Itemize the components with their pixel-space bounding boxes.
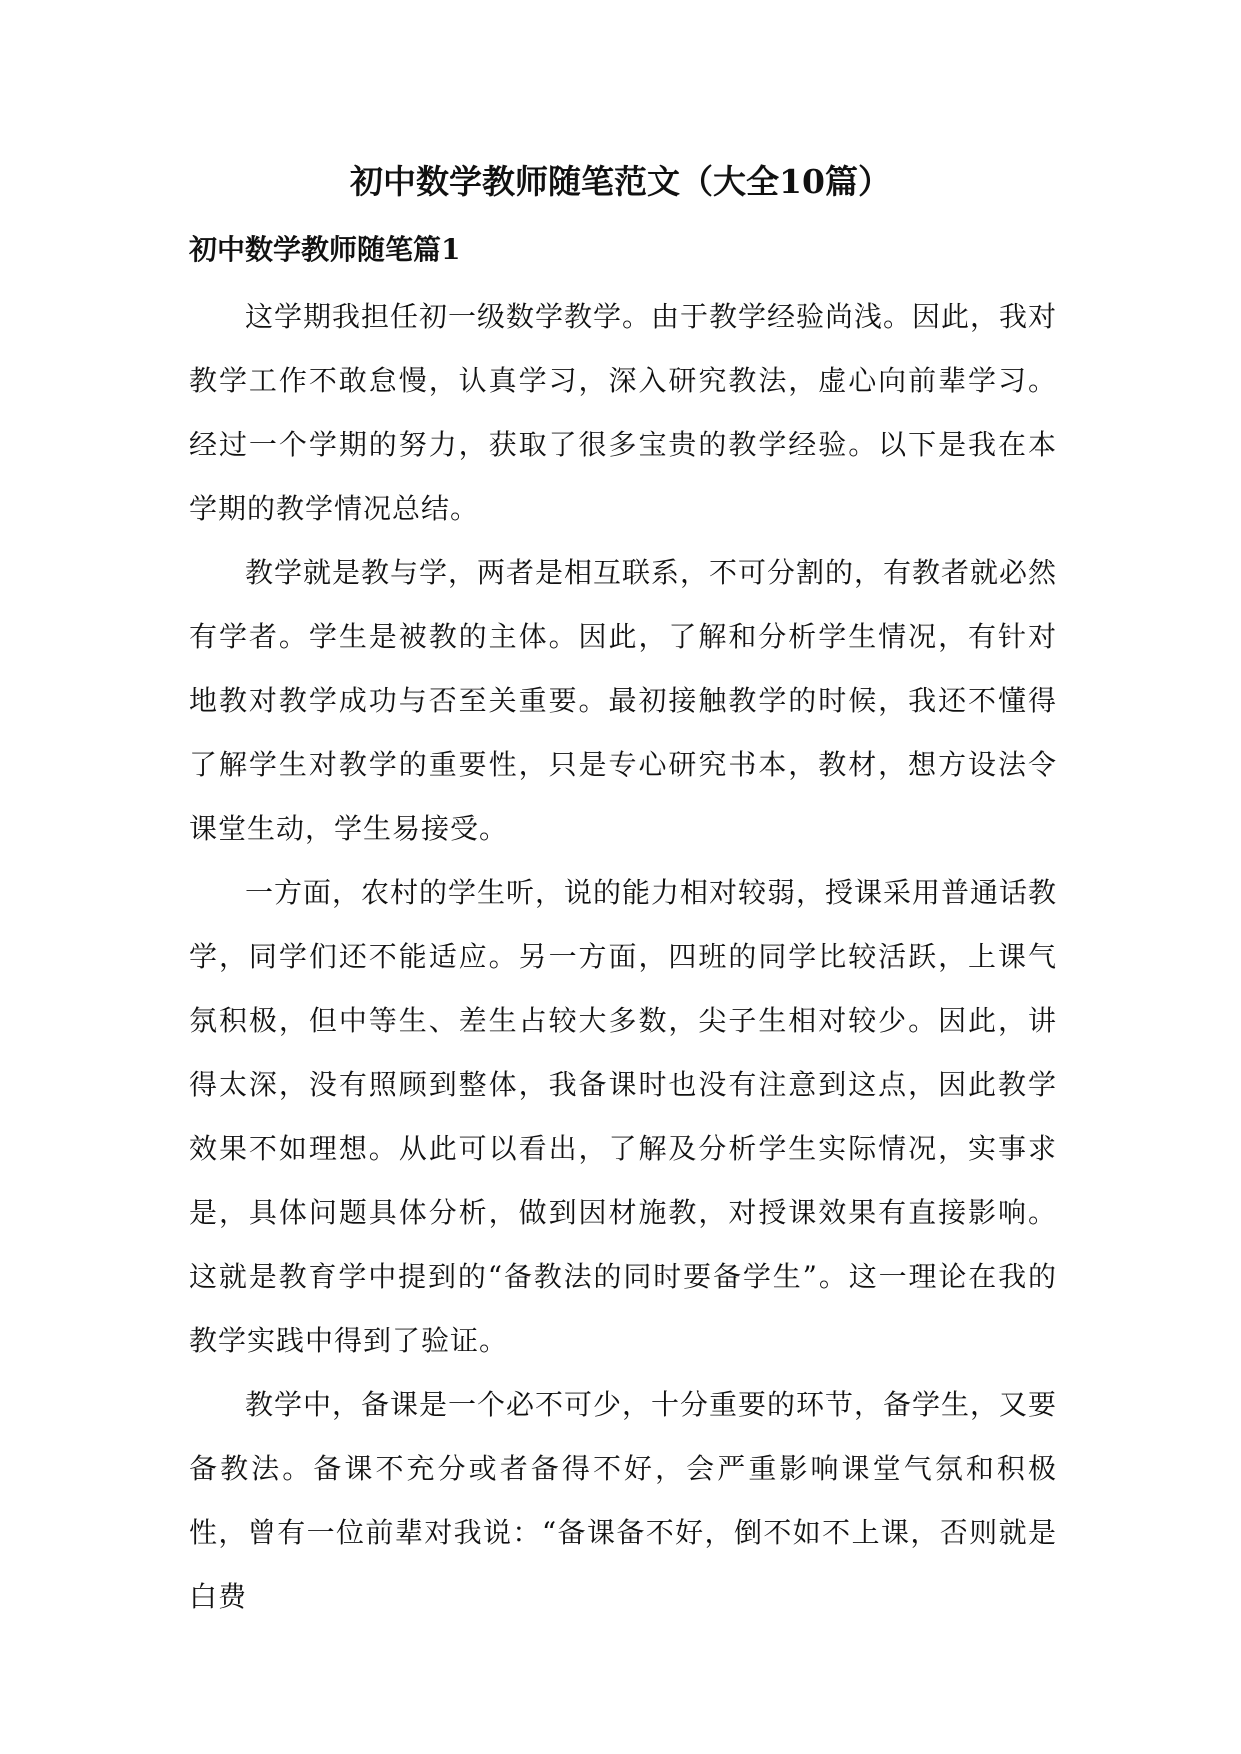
section-heading: 初中数学教师随笔篇1 xyxy=(189,233,461,266)
document-body xyxy=(189,285,1057,1629)
paragraph-2: 教学就是教与学，两者是相互联系，不可分割的，有教者就必然有学者。学生是被教的主体。因此，了解和分析学生情况，有针对地教对教学成功与否至关重要。最初接触教学的时候，我还不懂得了解学生对教学的重要性，只是专心研究书本，教材，想方设法令课堂生动，学生易接受。 xyxy=(189,556,1058,845)
paragraph-1: 这学期我担任初一级数学教学。由于教学经验尚浅。因此，我对教学工作不敢怠慢，认真学习，深入研究教法，虚心向前辈学习。经过一个学期的努力，获取了很多宝贵的教学经验。以下是我在本学期的教学情况总结。 xyxy=(189,300,1058,525)
paragraph-4: 教学中，备课是一个必不可少，十分重要的环节，备学生，又要备教法。备课不充分或者备得不好，会严重影响课堂气氛和积极性，曾有一位前辈对我说：“备课备不好，倒不如不上课，否则就是白费 xyxy=(189,1388,1058,1613)
paragraph-3: 一方面，农村的学生听，说的能力相对较弱，授课采用普通话教学，同学们还不能适应。另一方面，四班的同学比较活跃，上课气氛积极，但中等生、差生占较大多数，尖子生相对较少。因此，讲得太深，没有照顾到整体，我备课时也没有注意到这点，因此教学效果不如理想。从此可以看出，了解及分析学生实际情况，实事求是，具体问题具体分析，做到因材施教，对授课效果有直接影响。这就是教育学中提到的“备教法的同时要备学生”。这一理论在我的教学实践中得到了验证。 xyxy=(189,876,1058,1357)
document-title: 初中数学教师随笔范文（大全10篇） xyxy=(350,162,891,201)
